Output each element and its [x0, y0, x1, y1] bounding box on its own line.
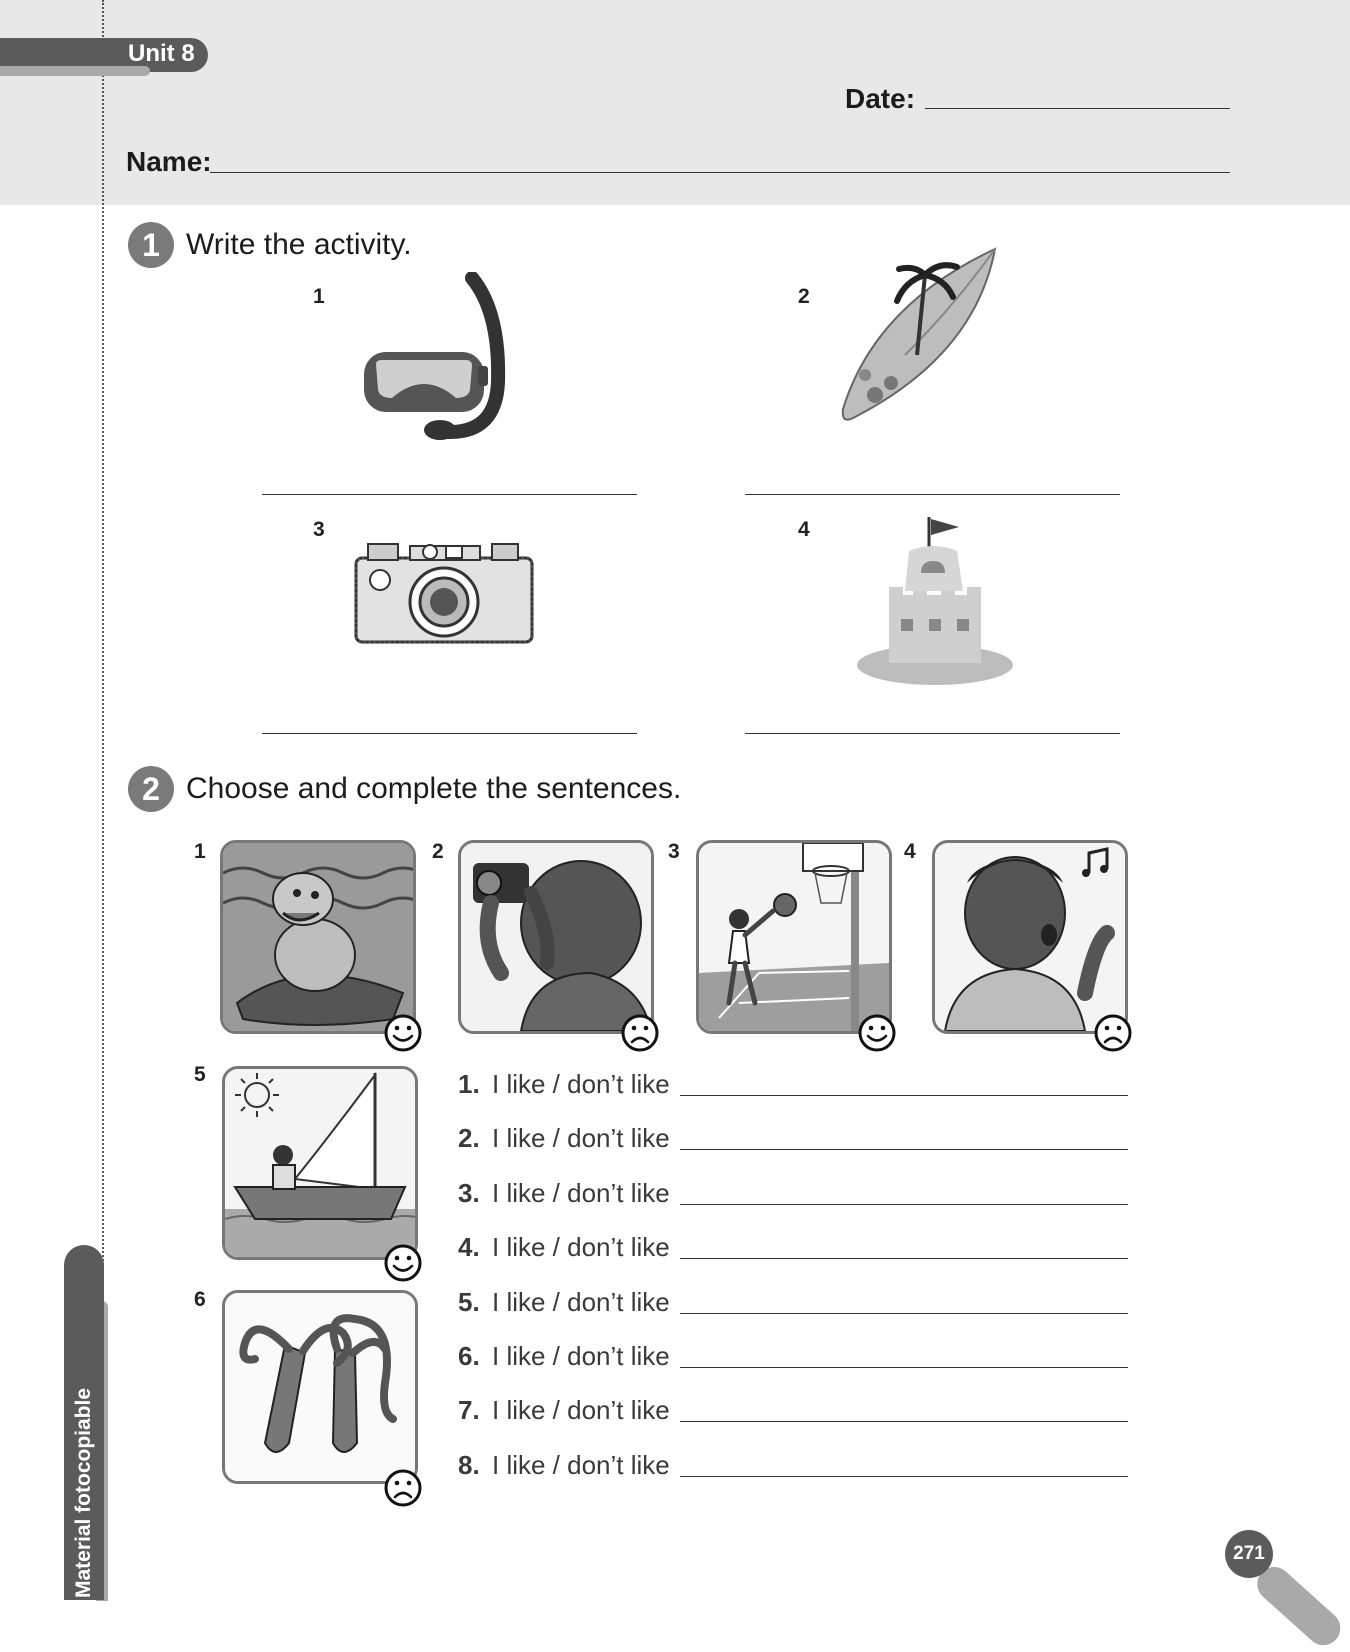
sentence-row: 3. I like / don’t like	[458, 1173, 1128, 1213]
picture-boy-taking-photo	[458, 840, 654, 1034]
picture-number: 6	[194, 1288, 206, 1311]
answer-line-2[interactable]	[745, 494, 1120, 495]
name-field[interactable]	[210, 172, 1230, 173]
picture-number: 2	[432, 840, 444, 863]
activity-number: 2	[798, 285, 810, 308]
sentence-answer-line[interactable]	[680, 1095, 1128, 1096]
sentence-row: 6. I like / don’t like	[458, 1336, 1128, 1376]
sentence-answer-line[interactable]	[680, 1421, 1128, 1422]
sentence-answer-line[interactable]	[680, 1367, 1128, 1368]
picture-number: 1	[194, 840, 206, 863]
section-2-heading	[128, 766, 681, 812]
happy-face-icon	[383, 1013, 423, 1053]
sad-face-icon	[383, 1468, 423, 1508]
sentence-answer-line[interactable]	[680, 1258, 1128, 1259]
sentence-row: 1. I like / don’t like	[458, 1064, 1128, 1104]
sentence-row: 2. I like / don’t like	[458, 1118, 1128, 1158]
picture-girl-sailing	[222, 1066, 418, 1260]
activity-number: 3	[313, 518, 325, 541]
answer-line-3[interactable]	[262, 733, 637, 734]
sentence-row: 7. I like / don’t like	[458, 1390, 1128, 1430]
section-1-heading	[128, 222, 412, 268]
snorkel-mask-icon	[360, 272, 510, 447]
sad-face-icon	[1093, 1013, 1133, 1053]
sentence-row: 5. I like / don’t like	[458, 1282, 1128, 1322]
side-tab-label: Material fotocopiable	[72, 1387, 95, 1599]
date-field[interactable]	[925, 108, 1230, 109]
picture-boy-singing	[932, 840, 1128, 1034]
section-2-title: Choose and complete the sentences.	[186, 772, 682, 805]
page-number: 271	[1225, 1530, 1273, 1578]
picture-dog-surfing	[220, 840, 416, 1034]
picture-number: 3	[668, 840, 680, 863]
picture-ballet-shoes	[222, 1290, 418, 1484]
side-tab	[60, 1245, 108, 1600]
sentence-answer-line[interactable]	[680, 1313, 1128, 1314]
happy-face-icon	[383, 1243, 423, 1283]
name-label: Name:	[126, 146, 212, 177]
sentence-row: 4. I like / don’t like	[458, 1227, 1128, 1267]
sad-face-icon	[620, 1013, 660, 1053]
camera-icon	[350, 540, 540, 650]
date-label: Date:	[845, 83, 916, 114]
unit-tab	[0, 38, 208, 74]
picture-girl-playing-basketball	[696, 840, 892, 1034]
picture-number: 5	[194, 1063, 206, 1086]
page-number-badge	[1225, 1530, 1273, 1578]
activity-number: 4	[798, 518, 810, 541]
section-1-number: 1	[128, 222, 174, 268]
answer-line-4[interactable]	[745, 733, 1120, 734]
unit-label: Unit 8	[128, 40, 195, 67]
sentence-answer-line[interactable]	[680, 1476, 1128, 1477]
happy-face-icon	[857, 1013, 897, 1053]
activity-number: 1	[313, 285, 325, 308]
sandcastle-icon	[855, 515, 1015, 690]
answer-line-1[interactable]	[262, 494, 637, 495]
section-2-number: 2	[128, 766, 174, 812]
sentence-answer-line[interactable]	[680, 1149, 1128, 1150]
section-1-title: Write the activity.	[186, 228, 412, 261]
surfboard-icon	[835, 245, 1005, 435]
sentence-row: 8. I like / don’t like	[458, 1445, 1128, 1485]
picture-number: 4	[904, 840, 916, 863]
sentence-answer-line[interactable]	[680, 1204, 1128, 1205]
